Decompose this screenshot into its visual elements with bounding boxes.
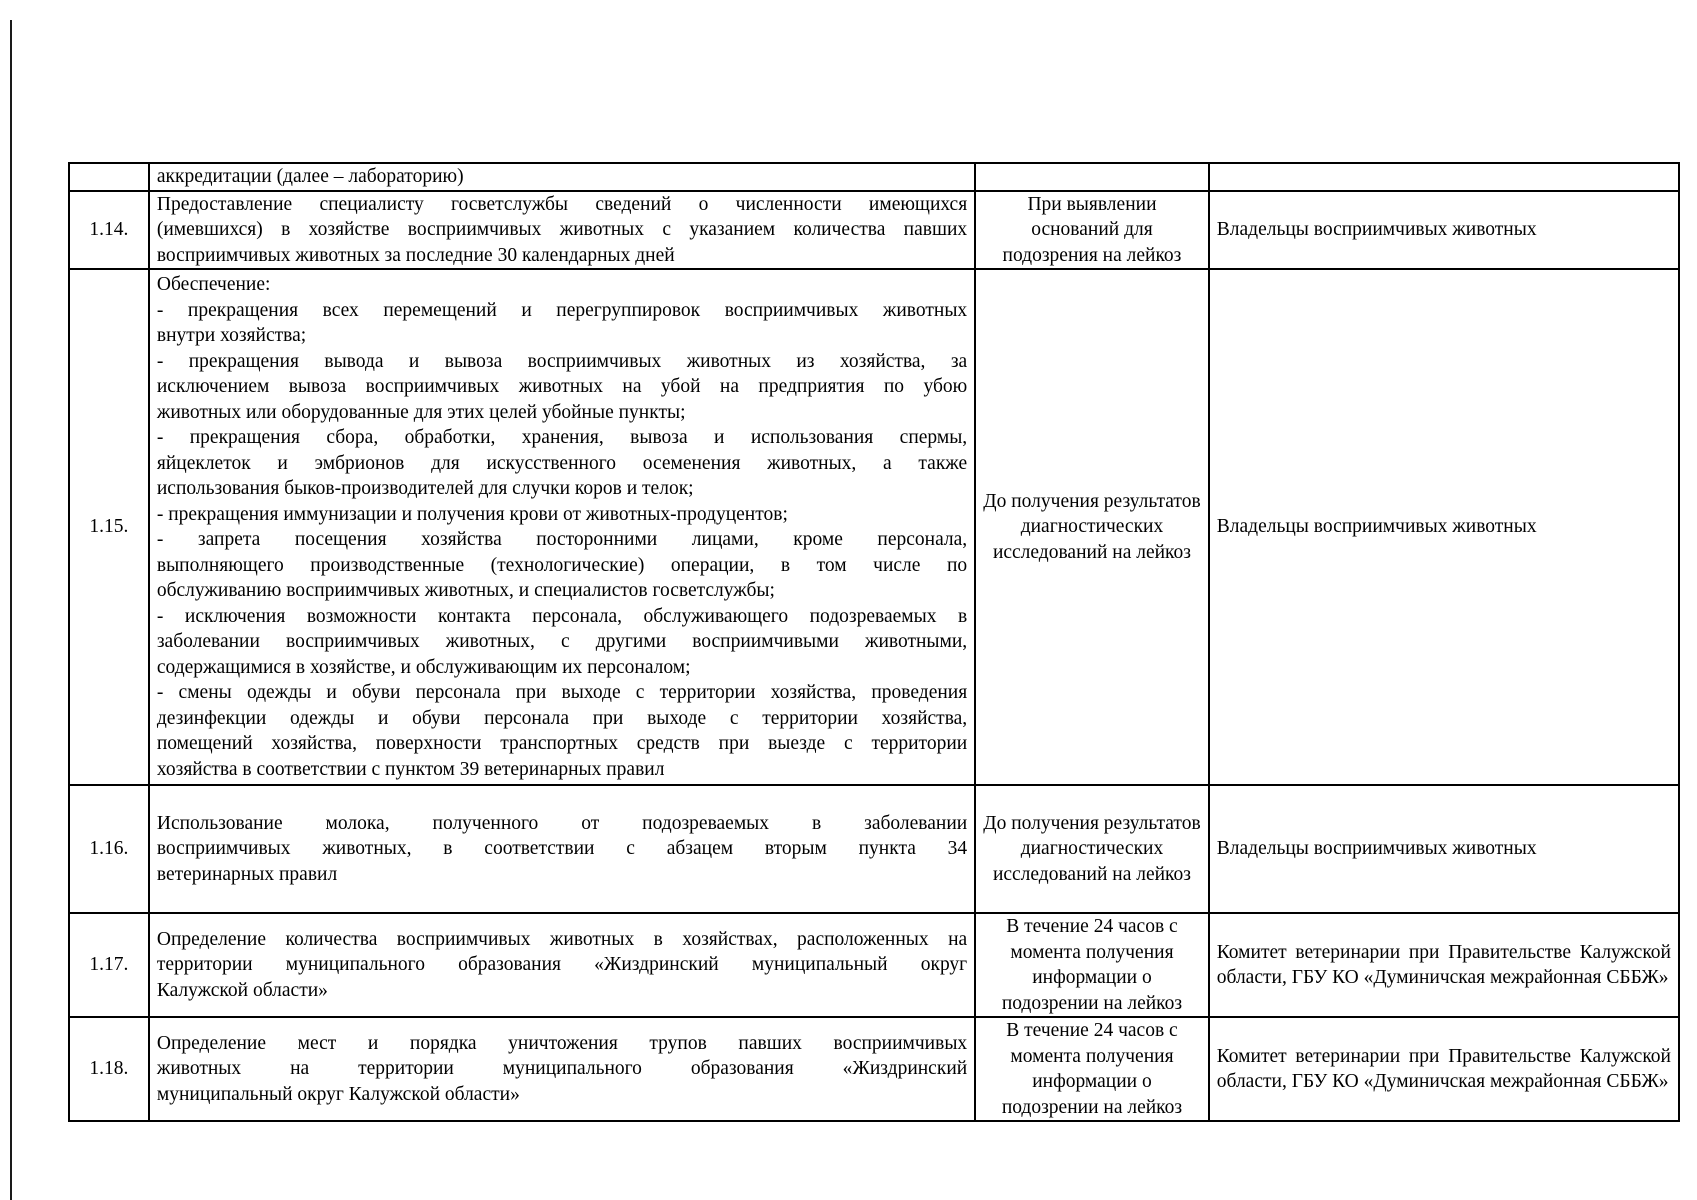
task-line: - исключения возможности контакта персонала, обслуживающего подозреваемых в <box>156 605 968 627</box>
task-line: восприимчивых животных, в соответствии с абзацем вторым пункта 34 <box>156 838 968 860</box>
table-row-1-18 <box>69 1017 1679 1121</box>
task-line: территории муниципального образования «Жиздринский муниципальный округ <box>156 954 968 976</box>
task-cell <box>149 785 975 913</box>
task-line: - прекращения вывода и вывоза восприимчивых животных из хозяйства, за <box>156 350 968 372</box>
responsible-cell: Комитет ветеринарии при Правительстве Калужской области, ГБУ КО «Думиничская межрайонная СББЖ» <box>1209 1017 1679 1121</box>
table-row-continuation <box>69 163 1679 191</box>
task-cell <box>149 913 975 1017</box>
task-line: - прекращения сбора, обработки, хранения, вывоза и использования спермы, <box>156 427 968 448</box>
responsible-cell <box>1209 163 1679 191</box>
task-line: - запрета посещения хозяйства посторонними лицами, кроме персонала, <box>156 529 968 550</box>
table-row-1-17 <box>69 913 1679 1017</box>
row-number: 1.16. <box>69 785 149 913</box>
task-line: - прекращения иммунизации и получения крови от животных-продуцентов; <box>156 503 788 525</box>
task-line: аккредитации (далее – лабораторию) <box>156 166 464 187</box>
term-cell: До получения результатов диагностических исследований на лейкоз <box>975 785 1209 913</box>
task-line: дезинфекции одежды и обуви персонала при выходе с территории хозяйства, <box>156 707 968 729</box>
task-cell <box>149 191 975 270</box>
task-line: Использование молока, полученного от подозреваемых в заболевании <box>156 812 968 834</box>
task-cell <box>149 163 975 191</box>
row-number: 1.14. <box>69 191 149 270</box>
responsible-cell: Комитет ветеринарии при Правительстве Калужской области, ГБУ КО «Думиничская межрайонная СББЖ» <box>1209 913 1679 1017</box>
task-line: яйцеклеток и эмбрионов для искусственного осеменения животных, а также <box>156 452 968 474</box>
task-line: Предоставление специалисту госветслужбы сведений о численности имеющихся <box>156 193 968 215</box>
page-left-edge-line <box>10 20 12 1200</box>
task-line: заболевании восприимчивых животных, с другими восприимчивыми животными, <box>156 631 968 652</box>
task-line: внутри хозяйства; <box>156 325 307 346</box>
row-number: 1.17. <box>69 913 149 1017</box>
task-line: помещений хозяйства, поверхности транспортных средств при выезде с территории <box>156 733 968 754</box>
task-line: восприимчивых животных за последние 30 календарных дней <box>156 244 675 266</box>
task-line: муниципальный округ Калужской области» <box>156 1083 520 1105</box>
task-line: исключением вывоза восприимчивых животных на убой на предприятия по убою <box>156 376 968 397</box>
task-line: животных на территории муниципального образования «Жиздринский <box>156 1058 968 1080</box>
row-number <box>69 163 149 191</box>
responsible-cell: Владельцы восприимчивых животных <box>1209 785 1679 913</box>
task-line: Определение количества восприимчивых животных в хозяйствах, расположенных на <box>156 928 968 950</box>
table-row-1-15 <box>69 269 1679 785</box>
task-line: обслуживанию восприимчивых животных, и специалистов госветслужбы; <box>156 580 775 601</box>
task-line: использования быков-производителей для случки коров и телок; <box>156 478 694 499</box>
measures-table <box>68 162 1680 1122</box>
task-line: Обеспечение: <box>156 274 271 295</box>
table-row-1-14 <box>69 191 1679 270</box>
row-number: 1.18. <box>69 1017 149 1121</box>
term-cell: До получения результатов диагностических исследований на лейкоз <box>975 269 1209 785</box>
task-line: выполняющего производственные (технологические) операции, в том числе по <box>156 554 968 576</box>
term-cell: При выявлении оснований для подозрения на лейкоз <box>975 191 1209 270</box>
responsible-cell: Владельцы восприимчивых животных <box>1209 191 1679 270</box>
task-line: Определение мест и порядка уничтожения трупов павших восприимчивых <box>156 1032 968 1054</box>
task-line: содержащимися в хозяйстве, и обслуживающим их персоналом; <box>156 656 691 678</box>
task-cell <box>149 269 975 785</box>
task-cell <box>149 1017 975 1121</box>
table-row-1-16 <box>69 785 1679 913</box>
row-number: 1.15. <box>69 269 149 785</box>
task-line: ветеринарных правил <box>156 863 338 885</box>
term-cell: В течение 24 часов с момента получения информации о подозрении на лейкоз <box>975 913 1209 1017</box>
responsible-cell: Владельцы восприимчивых животных <box>1209 269 1679 785</box>
term-cell <box>975 163 1209 191</box>
task-line: хозяйства в соответствии с пунктом 39 ветеринарных правил <box>156 758 665 780</box>
task-line: - смены одежды и обуви персонала при выходе с территории хозяйства, проведения <box>156 682 968 703</box>
task-line: животных или оборудованные для этих целей убойные пункты; <box>156 401 686 423</box>
task-line: - прекращения всех перемещений и перегруппировок восприимчивых животных <box>156 299 968 321</box>
task-line: (имевшихся) в хозяйстве восприимчивых животных с указанием количества павших <box>156 219 968 240</box>
task-line: Калужской области» <box>156 979 328 1001</box>
term-cell: В течение 24 часов с момента получения информации о подозрении на лейкоз <box>975 1017 1209 1121</box>
